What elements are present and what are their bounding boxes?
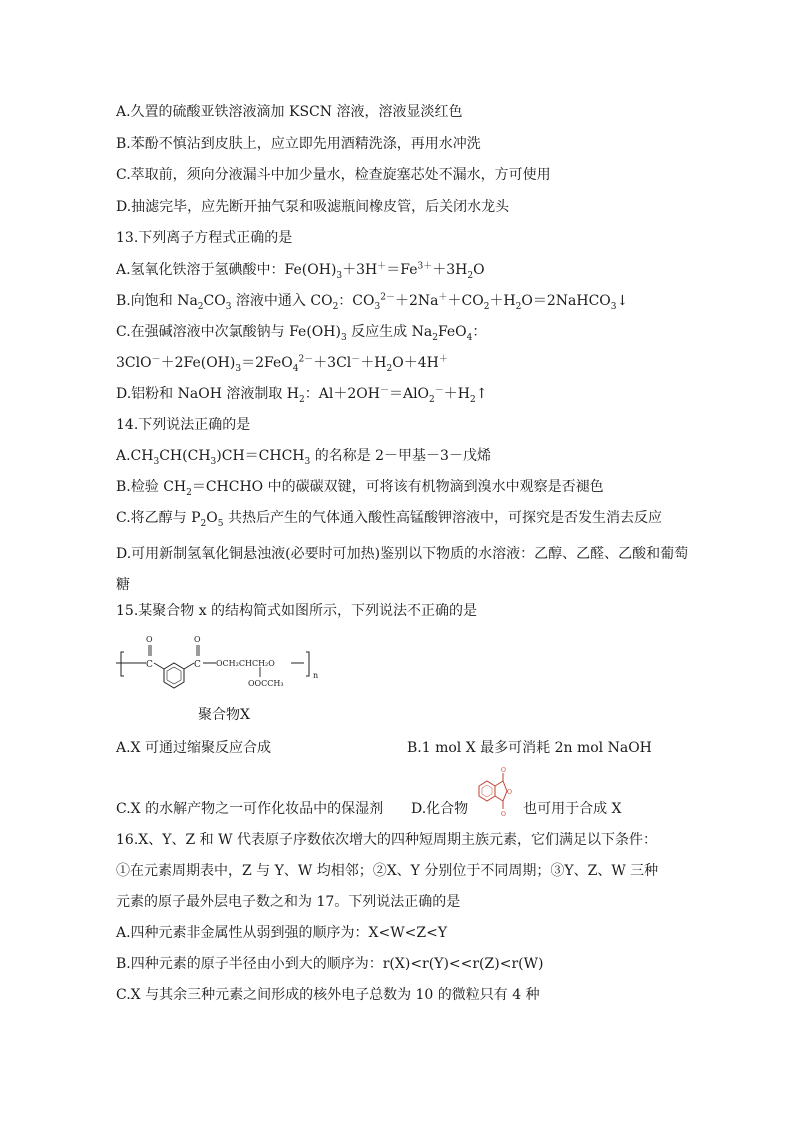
svg-text:OCH₂CHCH₂O: OCH₂CHCH₂O xyxy=(216,659,275,668)
q15-option-d: D.化合物 O O O 也可用于合成 X xyxy=(411,767,622,818)
q13-stem: 13.下列离子方程式正确的是 xyxy=(116,230,293,246)
svg-text:O: O xyxy=(194,635,201,644)
q14-option-c: C.将乙醇与 $P_2O_5$ 共热后产生的气体通入酸性高锰酸钾溶液中，可探究是否发生消去反应 xyxy=(116,510,662,529)
q16-conditions-line2: 元素的原子最外层电子数之和为 17。下列说法正确的是 xyxy=(116,894,461,910)
q16-option-a: A.四种元素非金属性从弱到强的顺序为：X<W<Z<Y xyxy=(116,925,448,941)
q15-option-b: B.1 mol X 最多可消耗 2n mol NaOH xyxy=(407,740,652,756)
polymer-caption: 聚合物X xyxy=(198,707,250,723)
q14-option-a: $A.CH_3CH(CH_3)CH=CHCH_3$ 的名称是 2－甲基－3－戊烯 xyxy=(116,448,491,467)
svg-text:O: O xyxy=(500,767,506,774)
q12-option-c: C.萃取前，须向分液漏斗中加少量水，检查旋塞芯处不漏水，方可使用 xyxy=(116,167,551,183)
q13-option-a: A.氢氧化铁溶于氢碘酸中：$Fe(OH)_3+3H^+=Fe^{3+}+3H_2O$ xyxy=(116,261,485,281)
q16-option-c: C.X 与其余三种元素之间形成的核外电子总数为 10 的微粒只有 4 种 xyxy=(116,987,540,1003)
q15-option-a: A.X 可通过缩聚反应合成 xyxy=(116,740,271,756)
q14-option-b: B.检验 $CH_2=CHCHO$ 中的碳碳双键，可将该有机物滴到溴水中观察是否褪色 xyxy=(116,479,604,498)
q14-option-d: D.可用新制氢氧化铜悬浊液(必要时可加热)鉴别以下物质的水溶液：乙醇、乙醛、乙酸和葡萄糖 xyxy=(116,546,689,593)
q12-option-d: D.抽滤完毕，应先断开抽气泵和吸滤瓶间橡皮管，后关闭水龙头 xyxy=(116,199,510,215)
svg-text:OOCCH₃: OOCCH₃ xyxy=(248,679,284,688)
q14-stem: 14.下列说法正确的是 xyxy=(116,417,251,433)
q13-option-b: B.向饱和 $Na_2CO_3$ 溶液中通入 $CO_2$：$CO_3^{2-}+2Na^++CO_2+H_2O=2NaHCO_3↓$ xyxy=(116,292,629,312)
q15-stem: 15.某聚合物 x 的结构简式如图所示，下列说法不正确的是 xyxy=(116,603,478,619)
q15-option-c: C.X 的水解产物之一可作化妆品中的保湿剂 xyxy=(116,801,384,817)
q13-option-d: D.铝粉和 NaOH 溶液制取 $H_2$：$Al+2OH^-=AlO_2^-+H_2↑$ xyxy=(116,385,488,405)
q13-option-c-line2: $3ClO^-+2Fe(OH)_3=2FeO_4^{2-}+3Cl^-+H_2O+4H^+$ xyxy=(116,354,448,374)
polymer-structure-figure xyxy=(116,632,346,726)
q12-option-b: B.苯酚不慎沾到皮肤上，应立即先用酒精洗涤，再用水冲洗 xyxy=(116,136,481,152)
svg-text:O: O xyxy=(500,811,506,818)
q16-stem: 16.X、Y、Z 和 W 代表原子序数依次增大的四种短周期主族元素，它们满足以下条件： xyxy=(116,832,657,848)
q16-conditions-line1: ①在元素周期表中，Z 与 Y、W 均相邻；②X、Y 分别位于不同周期；③Y、Z、W 三种 xyxy=(116,863,659,879)
svg-text:C: C xyxy=(146,660,153,670)
svg-text:O: O xyxy=(146,635,153,644)
q13-option-c-line1: C.在强碱溶液中次氯酸钠与 $Fe(OH)_3$ 反应生成 $Na_2FeO_4$： xyxy=(116,324,487,343)
svg-text:O: O xyxy=(506,789,512,796)
svg-text:C: C xyxy=(194,660,201,670)
q12-option-a: A.久置的硫酸亚铁溶液滴加 KSCN 溶液，溶液显淡红色 xyxy=(116,104,463,120)
q16-option-b: B.四种元素的原子半径由小到大的顺序为：r(X)<r(Y)<<r(Z)<r(W) xyxy=(116,956,544,972)
svg-text:n: n xyxy=(313,671,319,680)
phthalic-anhydride-structure xyxy=(473,766,519,818)
